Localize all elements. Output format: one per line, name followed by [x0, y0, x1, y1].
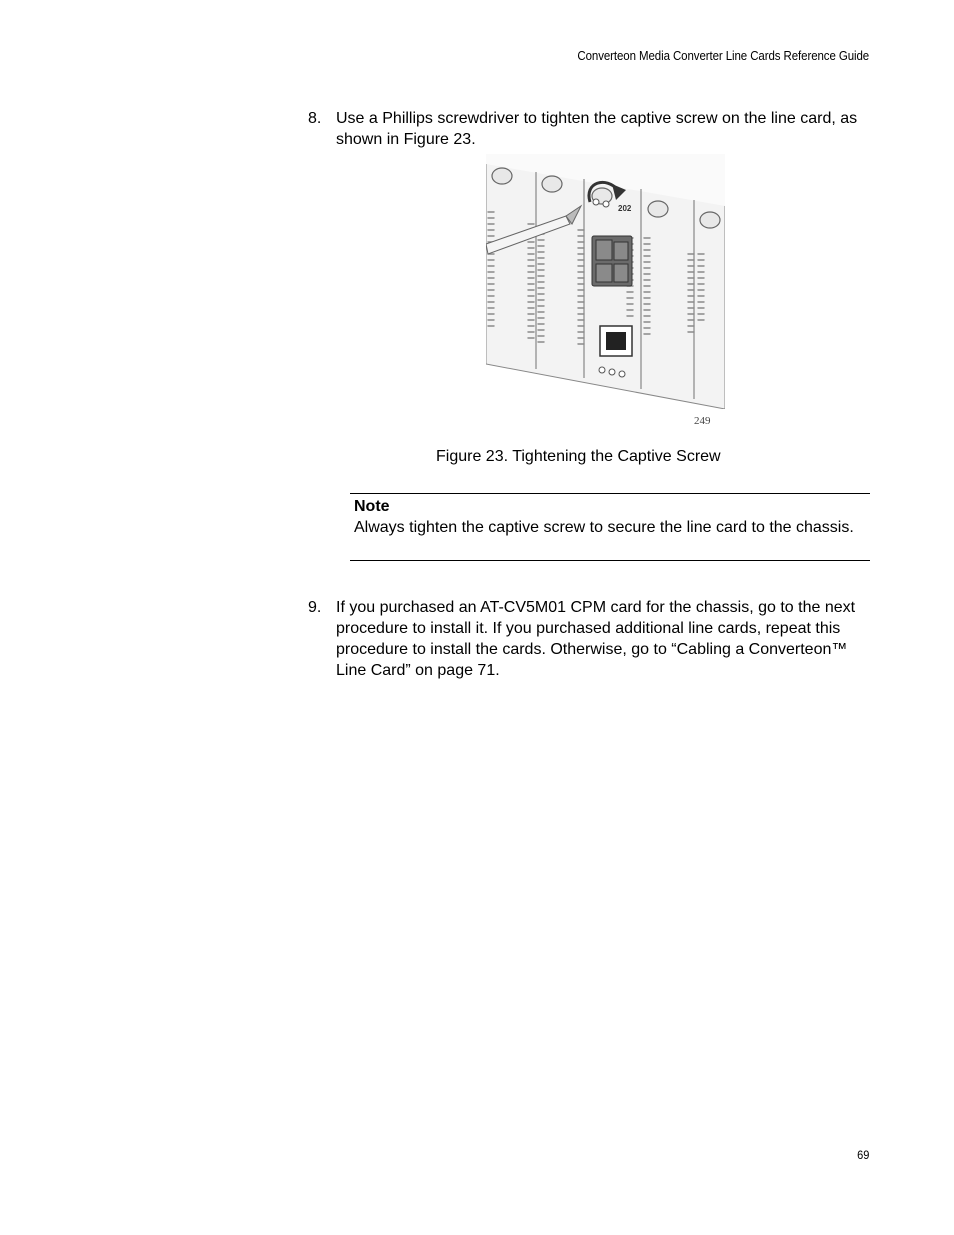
note-text: Always tighten the captive screw to secure the line card to the chassis.: [354, 519, 854, 536]
figure-id: 249: [694, 415, 711, 427]
step-text: If you purchased an AT-CV5M01 CPM card for the chassis, go to the next procedure to install it. If you purchased additional line cards, repeat this procedure to install the cards. Otherwise, go to “Cabling a Converteon™ Line Card” on page 71.: [336, 599, 856, 679]
running-header: Converteon Media Converter Line Cards Reference Guide: [577, 49, 869, 63]
line-card-illustration: [486, 154, 725, 409]
page-number: 69: [856, 1148, 869, 1162]
step-9: [308, 597, 870, 681]
card-model-label: 202: [618, 204, 632, 213]
note-box: [350, 493, 870, 561]
figure-illustration: [486, 154, 725, 409]
note-title: Note: [354, 498, 390, 515]
step-text: Use a Phillips screwdriver to tighten the captive screw on the line card, as shown in Figure 23.: [336, 110, 858, 148]
step-number: 9.: [308, 599, 322, 616]
step-number: 8.: [308, 110, 322, 127]
figure-caption: Figure 23. Tightening the Captive Screw: [436, 448, 721, 465]
step-8: [308, 108, 870, 150]
